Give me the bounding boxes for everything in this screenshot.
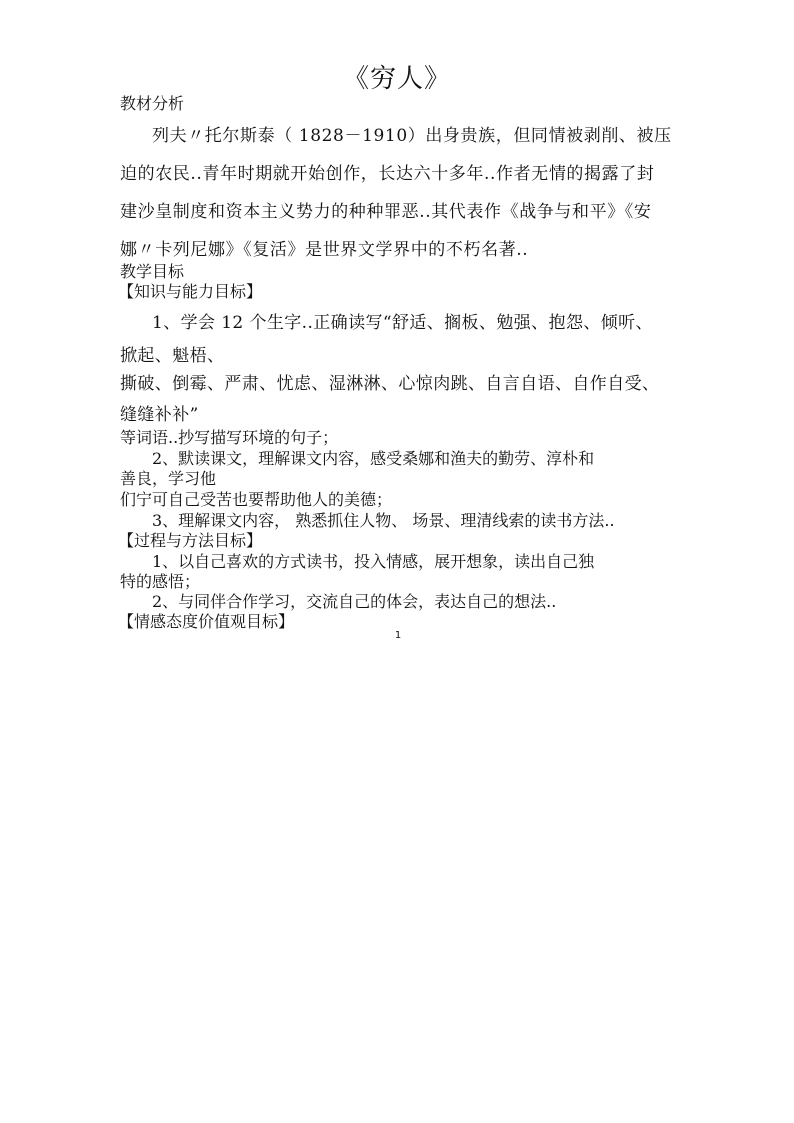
knowledge-line: 们宁可自己受苦也要帮助他人的美德； — [120, 490, 393, 509]
heading-process-method: 【过程与方法目标】 — [118, 531, 263, 550]
knowledge-line: 等词语..抄写描写环境的句子； — [120, 428, 339, 447]
page-number: 1 — [394, 630, 402, 641]
knowledge-line: 撕破、倒霉、严肃、忧虑、湿淋淋、心惊肉跳、自言自语、自作自受、 — [120, 374, 660, 394]
process-line: 1、以自己喜欢的方式读书，投入情感，展开想象，读出自己独 — [152, 552, 595, 571]
knowledge-line: 1、学会 12 个生字..正确读写“舒适、搁板、勉强、抱怨、倾听、 — [152, 313, 653, 333]
knowledge-line: 3、理解课文内容， 熟悉抓住人物、 场景、理清线索的读书方法.. — [152, 511, 615, 530]
paragraph-line: 娜〃卡列尼娜》《复活》是世界文学界中的不朽名著.. — [120, 240, 529, 260]
heading-knowledge-ability: 【知识与能力目标】 — [118, 282, 263, 301]
paragraph-line: 列夫〃托尔斯泰（ 1828－1910）出身贵族，但同情被剥削、被压 — [152, 126, 672, 146]
paragraph-line: 建沙皇制度和资本主义势力的种种罪恶..其代表作《战争与和平》《安 — [120, 202, 652, 222]
knowledge-line: 缝缝补补” — [120, 405, 199, 425]
process-line: 特的感悟； — [120, 572, 201, 591]
heading-teaching-goals: 教学目标 — [120, 262, 185, 281]
knowledge-line: 掀起、魁梧、 — [120, 346, 225, 366]
knowledge-line: 善良，学习他 — [120, 469, 217, 488]
heading-emotion-values: 【情感态度价值观目标】 — [118, 612, 295, 631]
heading-material-analysis: 教材分析 — [120, 94, 185, 113]
document-title: 《穷人》 — [342, 64, 451, 94]
knowledge-line: 2、默读课文，理解课文内容，感受桑娜和渔夫的勤劳、淳朴和 — [152, 449, 595, 468]
process-line: 2、与同伴合作学习，交流自己的体会，表达自己的想法.. — [152, 592, 557, 611]
paragraph-line: 迫的农民..青年时期就开始创作，长达六十多年..作者无情的揭露了封 — [120, 164, 655, 184]
